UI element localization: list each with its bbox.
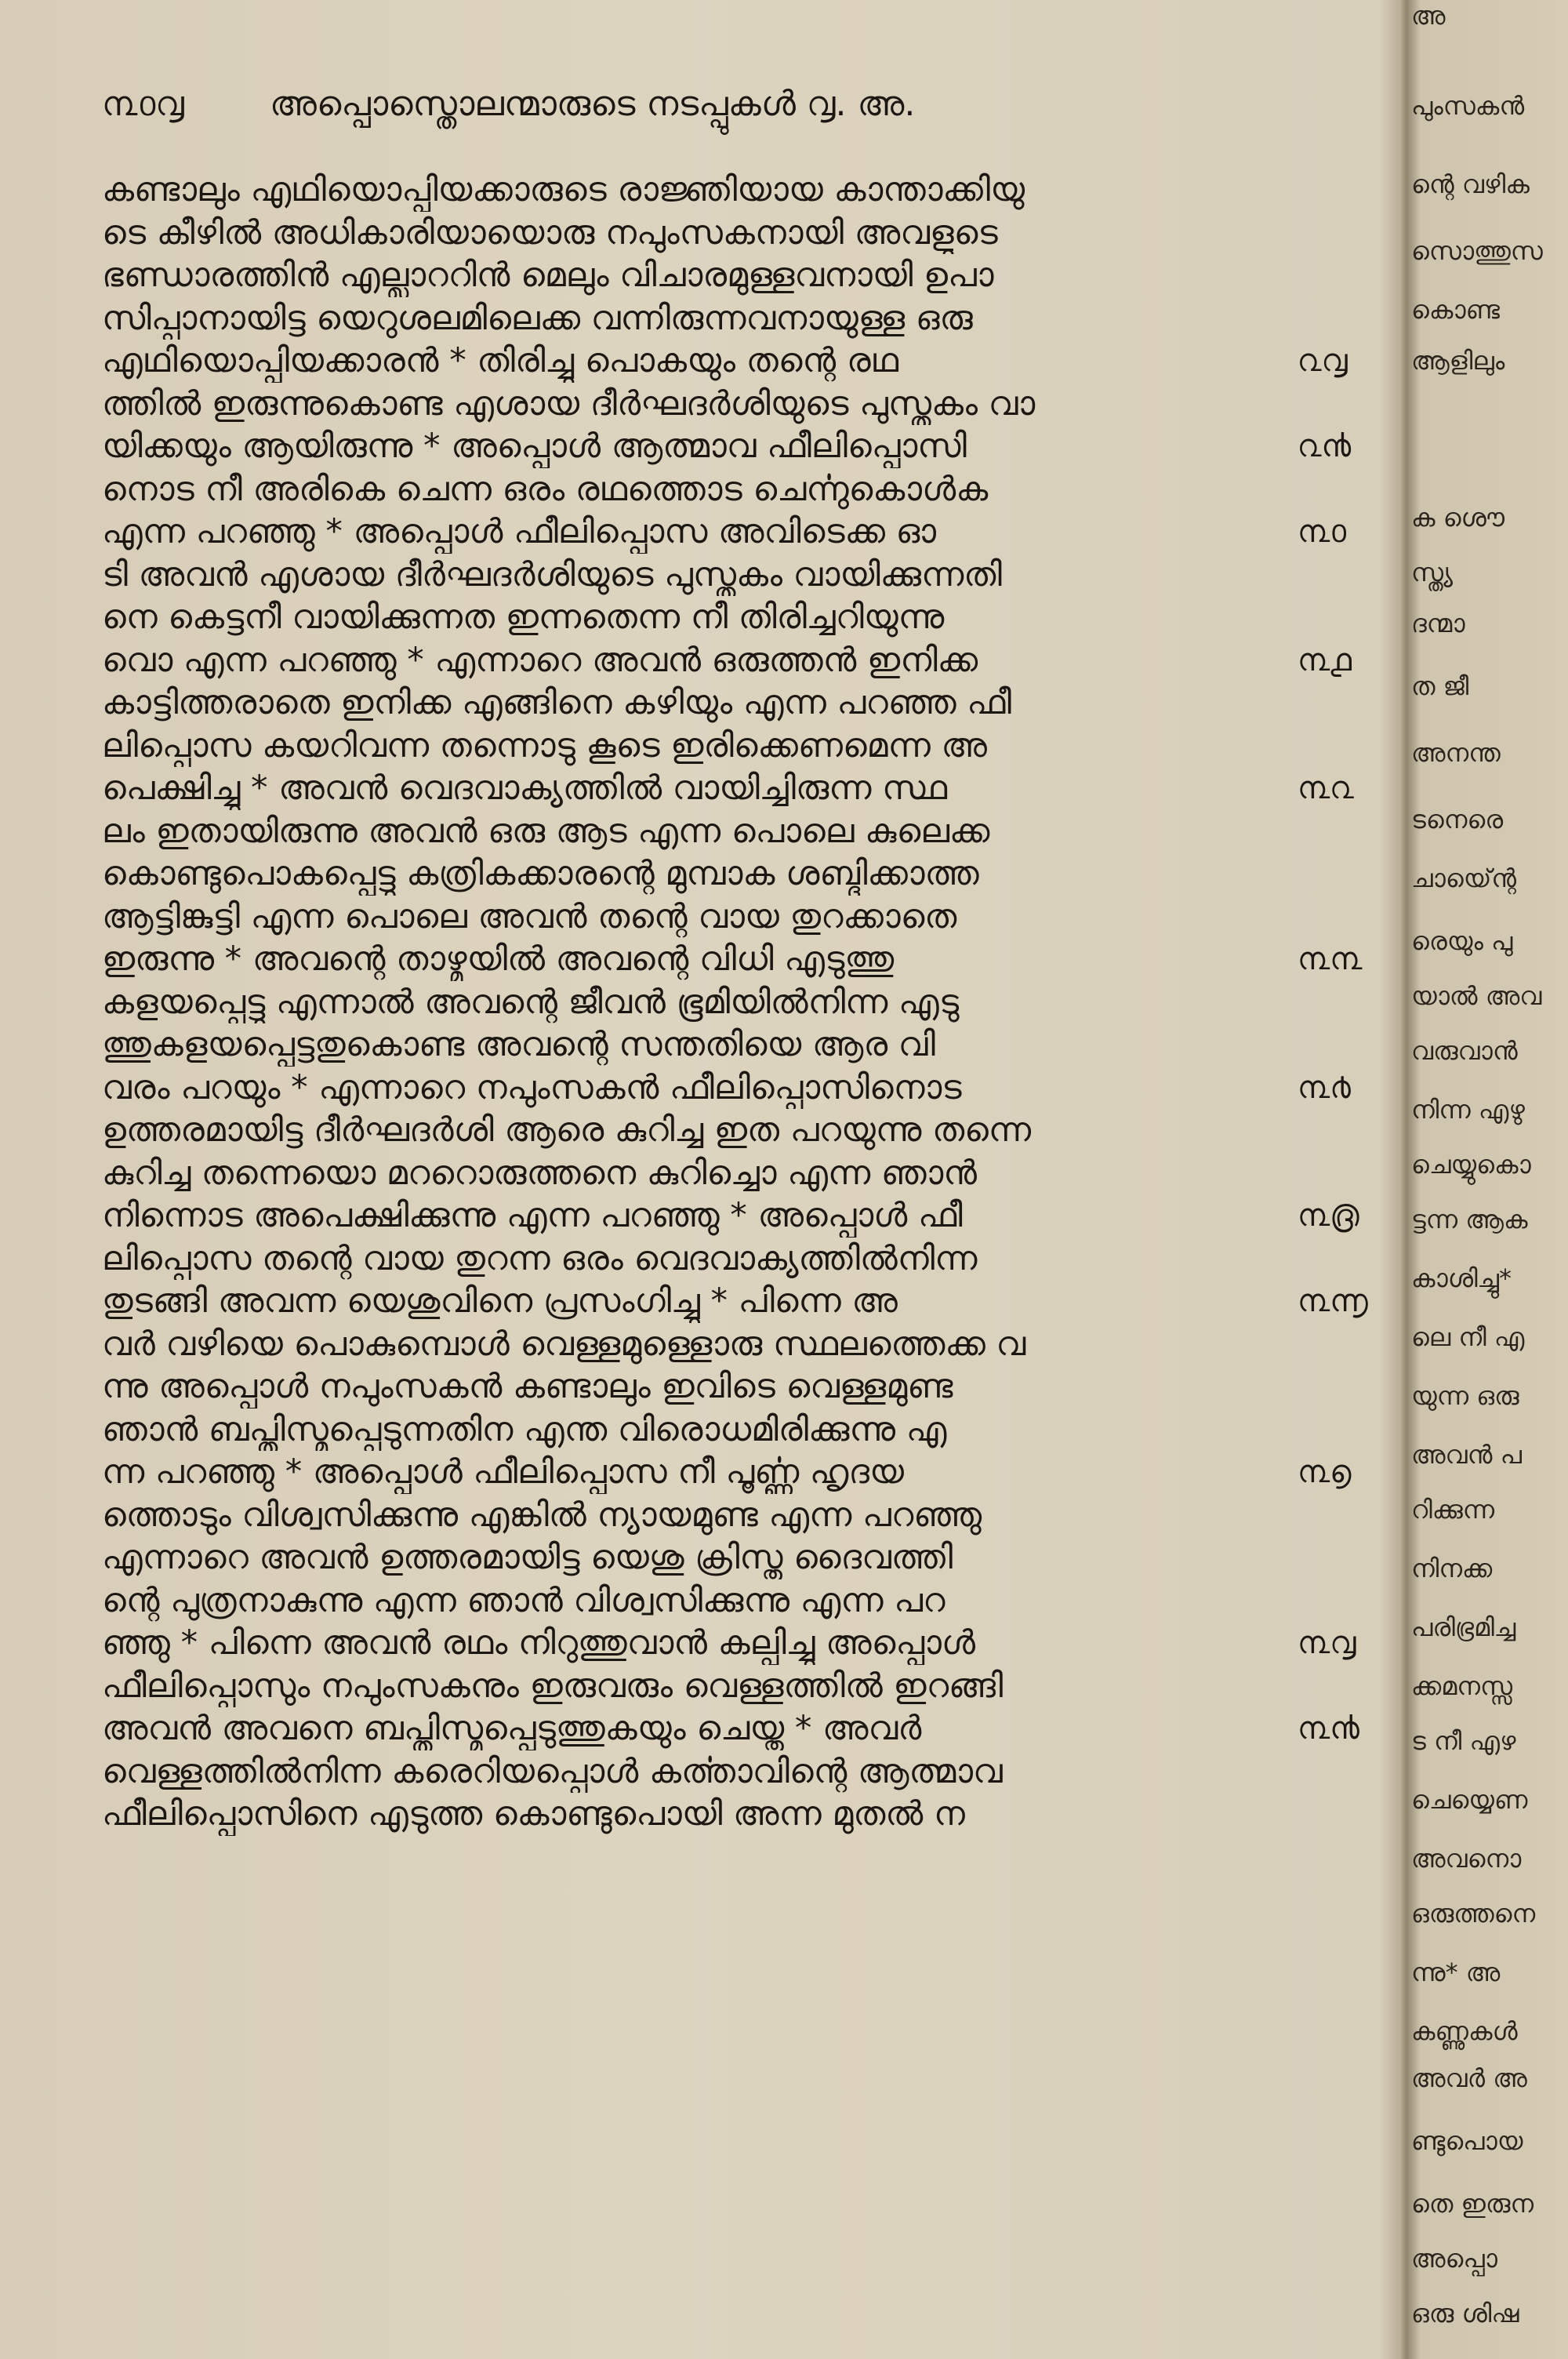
next-page-fragment: അവർ അ bbox=[1411, 2063, 1527, 2093]
next-page-fragment: റിക്കുന്ന bbox=[1411, 1495, 1495, 1525]
next-page-fragment: ണ്ടുപൊയ bbox=[1411, 2126, 1523, 2156]
text-line: സിപ്പാനായിട്ട യെറുശലമിലെക്ക വന്നിരുന്നവനായുള്ള ഒരു bbox=[102, 298, 973, 338]
next-page-fragment: നിന്ന എഴു bbox=[1411, 1095, 1525, 1125]
next-page-fragment: അപ്പൊ bbox=[1411, 2244, 1497, 2274]
verse-number: ൨൮ bbox=[1298, 343, 1348, 379]
running-title: അപ്പൊസ്തൊലന്മാരുടെ നടപ്പുകൾ ൮. അ. bbox=[270, 84, 916, 124]
next-page-fragment: ചെയ്യുകൊ bbox=[1411, 1150, 1531, 1180]
verse-number: ൩൦ bbox=[1298, 514, 1346, 550]
next-page-fragment: ഒരു ശിഷ bbox=[1411, 2299, 1519, 2328]
text-line: വരം പറയും * എന്നാറെ നപുംസകൻ ഫീലിപ്പൊസിനൊട bbox=[102, 1067, 962, 1107]
text-line: ഞ്ഞു * പിന്നെ അവൻ രഥം നിറുത്തുവാൻ കല്പിച്ചു അപ്പൊൾ bbox=[102, 1623, 976, 1663]
text-line: ലിപ്പൊസ തന്റെ വായ തുറന്ന ഒരം വെദവാക്യത്തിൽനിന്ന bbox=[102, 1238, 978, 1278]
next-page-fragment: യാൽ അവ bbox=[1411, 981, 1542, 1011]
next-page-fragment: വരുവാൻ bbox=[1411, 1036, 1518, 1066]
next-page-fragment: അവനൊ bbox=[1411, 1844, 1522, 1874]
page-number: ൩൦൮ bbox=[102, 84, 184, 124]
verse-number: ൩൭ bbox=[1298, 1454, 1352, 1490]
next-page-fragment: ചെയ്യെണ bbox=[1411, 1785, 1528, 1815]
verse-number: ൨൯ bbox=[1298, 428, 1352, 464]
next-page-fragment: ടനെരെ bbox=[1411, 805, 1504, 834]
text-line: ഭണ്ഡാരത്തിൻ എല്ലാററിൻ മെലും വിചാരമുള്ളവനായി ഉപാ bbox=[102, 256, 994, 295]
text-line: വെള്ളത്തിൽനിന്ന കരെറിയപ്പൊൾ കൎത്താവിന്റെ ആത്മാവ bbox=[102, 1751, 1003, 1791]
text-line: നൊട നീ അരികെ ചെന്ന ഒരം രഥത്തൊട ചെൎന്നുകൊൾക bbox=[102, 469, 989, 509]
verse-number: ൩൩ bbox=[1298, 941, 1363, 977]
text-line: ടി അവൻ എശായ ദീർഘദർശിയുടെ പുസ്തകം വായിക്കുന്നതി bbox=[102, 554, 1002, 594]
next-page-fragment: കൊണ്ട bbox=[1411, 295, 1500, 325]
text-line: ത്തുകളയപ്പെട്ടതുകൊണ്ട അവന്റെ സന്തതിയെ ആര വി bbox=[102, 1025, 935, 1064]
text-line: കാട്ടിത്തരാതെ ഇനിക്ക എങ്ങിനെ കഴിയും എന്ന പറഞ്ഞ ഫീ bbox=[102, 683, 1012, 722]
next-page-fragment: ന്നു* അ bbox=[1411, 1957, 1501, 1987]
next-page-fragment: സൊത്തുസ bbox=[1411, 236, 1543, 266]
verse-number: ൩൨ bbox=[1298, 770, 1354, 806]
text-line: ന്ന പറഞ്ഞു * അപ്പൊൾ ഫീലിപ്പൊസ നീ പൂൎണ്ണ ഹൃദയ bbox=[102, 1452, 904, 1492]
next-page-fragment: ആളിലും bbox=[1411, 346, 1505, 376]
next-page-fragment: അവൻ പ bbox=[1411, 1440, 1522, 1470]
text-line: എഥിയൊപ്പിയക്കാരൻ * തിരിച്ചു പൊകയും തന്റെ രഥ bbox=[102, 341, 899, 380]
next-page-fragment: ഒരുത്തനെ bbox=[1411, 1899, 1536, 1928]
next-page-fragment: ലെ നീ എ bbox=[1411, 1322, 1525, 1352]
text-line: കൊണ്ടുപൊകപ്പെട്ടു കത്രികക്കാരന്റെ മുമ്പാക ശബ്ദിക്കാത്ത bbox=[102, 854, 979, 893]
text-line: എന്നാറെ അവൻ ഉത്തരമായിട്ട യെശു ക്രിസ്തു ദൈവത്തി bbox=[102, 1538, 953, 1577]
text-line: ലിപ്പൊസ കയറിവന്ന തന്നൊടു കൂടെ ഇരിക്കെണമെന്ന അ bbox=[102, 725, 987, 765]
verse-number: ൩൫ bbox=[1298, 1198, 1359, 1234]
next-page-fragment: രെയും പു bbox=[1411, 926, 1513, 956]
text-line: ഫീലിപ്പൊസിനെ എടുത്ത കൊണ്ടുപൊയി അന്ന മുതൽ ന bbox=[102, 1794, 965, 1834]
next-page-fragment: സ്ത്യ bbox=[1411, 558, 1454, 587]
verse-number: ൩൬ bbox=[1298, 1283, 1368, 1319]
next-page-fragment: അനന്ത bbox=[1411, 738, 1501, 768]
text-line: എന്ന പറഞ്ഞു * അപ്പൊൾ ഫീലിപ്പൊസ അവിടെക്ക ഓ bbox=[102, 512, 937, 551]
text-line: പെക്ഷിച്ചു * അവൻ വെദവാക്യത്തിൽ വായിച്ചിരുന്ന സ്ഥ bbox=[102, 769, 948, 808]
next-page-fragment: ദന്മാ bbox=[1411, 609, 1465, 638]
next-page-fragment: ത ജീ bbox=[1411, 671, 1469, 701]
next-page-fragment: പരിഭ്രമിച്ച bbox=[1411, 1612, 1516, 1642]
text-line: ത്തൊടും വിശ്വസിക്കുന്നു എങ്കിൽ ന്യായമുണ്ട എന്ന പറഞ്ഞു bbox=[102, 1495, 982, 1535]
next-page-fragment: നിനക്ക bbox=[1411, 1554, 1493, 1583]
text-line: ഉത്തരമായിട്ട ദീർഘദർശി ആരെ കുറിച്ച ഇത പറയുന്നു തന്നെ bbox=[102, 1110, 1032, 1150]
text-line: ഇരുന്നു * അവന്റെ താഴ്മയിൽ അവന്റെ വിധി എടുത്തു bbox=[102, 940, 895, 979]
text-line: കണ്ടാലും എഥിയൊപ്പിയക്കാരുടെ രാജ്ഞിയായ കാന്താക്കിയു bbox=[102, 170, 1025, 209]
verse-number: ൩൯ bbox=[1298, 1710, 1359, 1747]
text-line: വർ വഴിയെ പൊകുമ്പൊൾ വെള്ളമുള്ളൊരു സ്ഥലത്തെക്ക വ bbox=[102, 1324, 1026, 1364]
text-line: തുടങ്ങി അവന്ന യെശുവിനെ പ്രസംഗിച്ചു * പിന്നെ അ bbox=[102, 1281, 898, 1321]
text-line: ഫീലിപ്പൊസും നപുംസകനും ഇരുവരും വെള്ളത്തിൽ ഇറങ്ങി bbox=[102, 1666, 1004, 1706]
text-line: ത്തിൽ ഇരുന്നുകൊണ്ട എശായ ദീർഘദർശിയുടെ പുസ്തകം വാ bbox=[102, 383, 1036, 423]
text-line: ന്റെ പുത്രനാകുന്നു എന്ന ഞാൻ വിശ്വസിക്കുന്നു എന്ന പറ bbox=[102, 1580, 946, 1620]
text-line: ലം ഇതായിരുന്നു അവൻ ഒരു ആട എന്ന പൊലെ കുലെക്ക bbox=[102, 811, 990, 851]
next-page-fragment: ക്കമനസ്സ bbox=[1411, 1671, 1513, 1701]
text-line: ഞാൻ ബപ്തിസ്മപ്പെടുന്നതിന എന്ത വിരൊധമിരിക്കുന്നു എ bbox=[102, 1409, 947, 1449]
text-line: ആട്ടിങ്കുട്ടി എന്ന പൊലെ അവൻ തന്റെ വായ തുറക്കാതെ bbox=[102, 896, 957, 936]
next-page-fragment: ക ശൌ bbox=[1411, 503, 1505, 533]
text-line: അവൻ അവനെ ബപ്തിസ്മപ്പെടുത്തുകയും ചെയ്തു * അവർ bbox=[102, 1709, 922, 1748]
next-page-fragment: ട നീ എഴ bbox=[1411, 1726, 1516, 1756]
next-page-edge bbox=[1411, 0, 1568, 2359]
verse-number: ൩൧ bbox=[1298, 642, 1352, 678]
next-page-fragment: കാശിച്ചു* bbox=[1411, 1263, 1512, 1293]
text-line: വൊ എന്ന പറഞ്ഞു * എന്നാറെ അവൻ ഒരുത്തൻ ഇനിക്ക bbox=[102, 640, 978, 680]
verse-number: ൩൪ bbox=[1298, 1069, 1351, 1106]
text-line: നിന്നൊട അപെക്ഷിക്കുന്നു എന്ന പറഞ്ഞു * അപ്പൊൾ ഫീ bbox=[102, 1196, 963, 1235]
text-line: കുറിച്ച തന്നെയൊ മററൊരുത്തനെ കുറിച്ചൊ എന്ന ഞാൻ bbox=[102, 1153, 978, 1193]
text-line: ന്നു അപ്പൊൾ നപുംസകൻ കണ്ടാലും ഇവിടെ വെള്ളമുണ്ട bbox=[102, 1367, 953, 1406]
next-page-fragment: അ bbox=[1411, 1, 1446, 31]
text-line: നെ കെട്ടനീ വായിക്കുന്നത ഇന്നതെന്ന നീ തിരിച്ചറിയുന്നു bbox=[102, 598, 945, 637]
next-page-fragment: ട്ടന്ന ആക bbox=[1411, 1205, 1528, 1234]
text-line: കളയപ്പെട്ടു എന്നാൽ അവന്റെ ജീവൻ ഭൂമിയിൽനിന്ന എടു bbox=[102, 982, 960, 1022]
text-line: യിക്കയും ആയിരുന്നു * അപ്പൊൾ ആത്മാവ ഫീലിപ്പൊസി bbox=[102, 427, 967, 466]
next-page-fragment: തെ ഇരുന bbox=[1411, 2189, 1534, 2219]
verse-number: ൩൮ bbox=[1298, 1625, 1356, 1661]
next-page-fragment: പുംസകൻ bbox=[1411, 91, 1525, 121]
next-page-fragment: കണ്ണുകൾ bbox=[1411, 2016, 1518, 2046]
page-header bbox=[102, 77, 1278, 132]
next-page-fragment: ന്റെ വഴിക bbox=[1411, 169, 1530, 199]
body-text bbox=[102, 169, 1278, 1836]
next-page-fragment: യുന്ന ഒരു bbox=[1411, 1381, 1519, 1411]
next-page-fragment: ചായ്ന്റെ bbox=[1411, 863, 1517, 893]
text-line: ടെ കീഴിൽ അധികാരിയായൊരു നപുംസകനായി അവളുടെ bbox=[102, 213, 998, 253]
